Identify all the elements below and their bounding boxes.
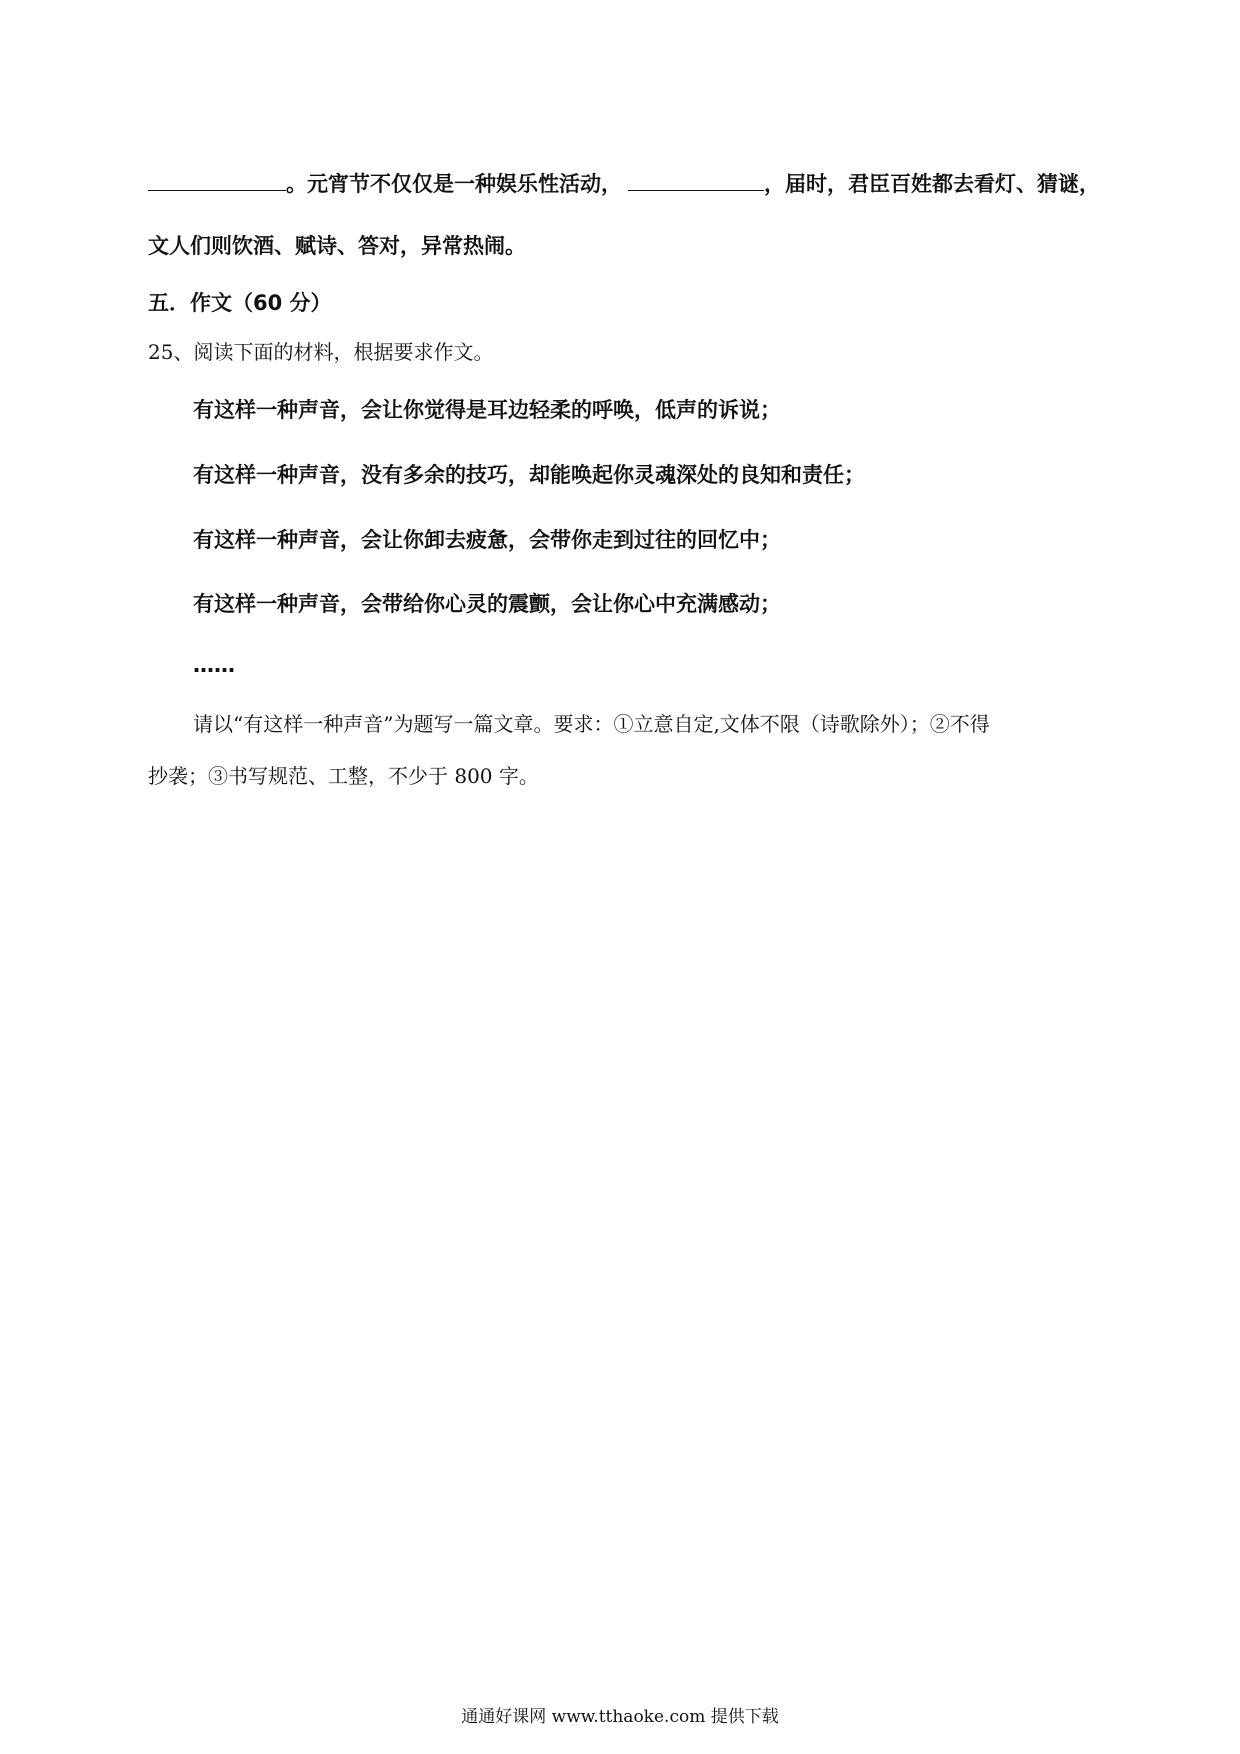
text-line-1 [148, 172, 1100, 195]
material-line-4: 有这样一种声音，会带给你心灵的震颤，会让你心中充满感动； [193, 592, 781, 616]
material-ellipsis: …… [193, 653, 235, 677]
fill-in-blank-1[interactable] [148, 172, 286, 191]
question-prompt: 25、阅读下面的材料，根据要求作文。 [148, 340, 494, 364]
section-heading: 五．作文（60 分） [148, 291, 332, 315]
material-line-2: 有这样一种声音，没有多余的技巧，却能唤起你灵魂深处的良知和责任； [193, 463, 865, 487]
requirement-line-1: 请以“有这样一种声音”为题写一篇文章。要求：①立意自定,文体不限（诗歌除外）；②不得 [193, 712, 990, 736]
fill-in-blank-2[interactable] [628, 172, 764, 191]
material-line-1: 有这样一种声音，会让你觉得是耳边轻柔的呼唤，低声的诉说； [193, 398, 781, 422]
text-line-1-part-2: ，届时，君臣百姓都去看灯、猜谜， [764, 172, 1100, 196]
text-line-2: 文人们则饮酒、赋诗、答对，异常热闹。 [148, 234, 526, 258]
text-line-1-part-1: 。元宵节不仅仅是一种娱乐性活动， [286, 172, 622, 196]
material-line-3: 有这样一种声音，会让你卸去疲惫，会带你走到过往的回忆中； [193, 528, 781, 552]
requirement-line-2: 抄袭；③书写规范、工整，不少于 800 字。 [148, 764, 539, 788]
page-footer: 通通好课网 www.tthaoke.com 提供下载 [461, 1707, 779, 1727]
